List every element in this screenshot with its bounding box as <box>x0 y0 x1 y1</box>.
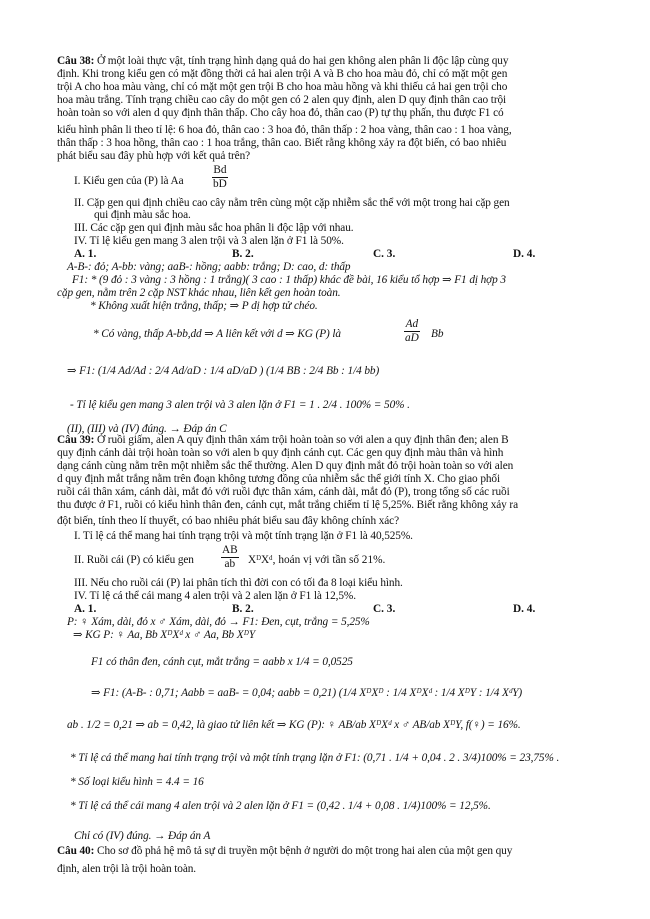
q39-solution-line: F1 có thân đen, cánh cụt, mắt trắng = aabb x 1/4 = 0,0525 <box>91 656 353 668</box>
q40-line: định, alen trội là trội hoàn toàn. <box>57 863 197 875</box>
q39-solution-line: ⇒ F1: (A-B- : 0,71; Aabb = aaB- = 0,04; aabb = 0,21) (1/4 XᴰXᴰ : 1/4 XᴰXᵈ : 1/4 XᴰY : 1/4 XᵈY) <box>91 687 523 699</box>
q39-solution-line: * Tỉ lệ cá thể cái mang 4 alen trội và 2 alen lặn ở F1 = (0,42 . 1/4 + 0,08 . 1/4)100% = 12,5%. <box>70 800 491 812</box>
q38-line: hoàn toàn so với alen d quy định thân thấp. Cho cây hoa đỏ, thân cao (P) tự thụ phấn, thu được F1 có <box>57 107 504 119</box>
q39-line: quy định cánh dài trội hoàn toàn so với alen b quy định cánh cụt. Các gen quy định màu thân và hình <box>57 447 504 459</box>
q38-statement-1: I. Kiểu gen của (P) là Aa <box>74 175 184 187</box>
q39-line: ruồi cái thân xám, cánh dài, mắt đỏ với ruồi đực thân xám, cánh dài, mắt đỏ (P), trong tổng số các ruồi <box>57 486 510 498</box>
q38-statement-2-cont: qui định màu sắc hoa. <box>94 209 191 221</box>
q38-genotype-fraction: $\frac{Ad}{aD}$ <box>405 318 419 344</box>
q39-line: d quy định mắt trắng nằm trên đoạn không tương đồng của nhiễm sắc thể giới tính X. Cho giao phối <box>57 473 501 485</box>
q38-option-d: D. 4. <box>513 248 536 260</box>
q38-solution-line: cặp gen, nằm trên 2 cặp NST khác nhau, liên kết gen hoàn toàn. <box>57 287 341 299</box>
q38-genotype-fraction: $\frac{Bd}{bD}$ <box>213 164 227 190</box>
q39-option-c: C. 3. <box>373 603 396 615</box>
q38-solution-line: F1: * (9 đỏ : 3 vàng : 3 hồng : 1 trắng)( 3 cao : 1 thấp) khác đề bài, 16 kiểu tổ hợp ⇒ F1 dị hợp 3 <box>72 274 506 286</box>
q38-statement-4: IV. Tỉ lệ kiểu gen mang 3 alen trội và 3 alen lặn ở F1 là 50%. <box>74 235 344 247</box>
q39-answer: Chỉ có (IV) đúng. → Đáp án A <box>74 830 211 842</box>
q39-option-a: A. 1. <box>74 603 97 615</box>
q38-option-c: C. 3. <box>373 248 396 260</box>
q39-genotype-fraction: $\frac{AB}{ab}$ <box>222 544 238 570</box>
q38-option-b: B. 2. <box>232 248 254 260</box>
q39-statement-2: II. Ruồi cái (P) có kiểu gen <box>74 554 194 566</box>
q38-solution-line: * Có vàng, thấp A-bb,dd ⇒ A liên kết với d ⇒ KG (P) là <box>93 328 341 340</box>
q39-statement-4: IV. Tỉ lệ cá thể cái mang 4 alen trội và 2 alen lặn ở F1 là 12,5%. <box>74 590 356 602</box>
q38-line: thân thấp : 3 hoa hồng, thân cao : 1 hoa trắng, thân cao. Biết rằng không xảy ra đột biến, có bao nhiêu <box>57 137 507 149</box>
q39-line: thu được ở F1, ruồi có kiểu hình thân đen, cánh cụt, mắt trắng chiếm tỉ lệ 5,25%. Biết rằng không xảy ra <box>57 499 519 511</box>
q38-line: trội A cho hoa màu vàng, chỉ có mặt một gen trội B cho hoa màu hồng và khi thiếu cả hai gen trội cho <box>57 81 508 93</box>
q38-option-a: A. 1. <box>74 248 97 260</box>
q39-line: đột biến, tính theo lí thuyết, có bao nhiêu phát biểu sau đây không chính xác? <box>57 515 400 527</box>
q39-solution-line: ab . 1/2 = 0,21 ⇒ ab = 0,42, là giao tử liên kết ⇒ KG (P): ♀ AB/ab XᴰXᵈ x ♂ AB/ab XᴰY, f(♀) = 16%. <box>67 719 521 731</box>
q39-option-b: B. 2. <box>232 603 254 615</box>
q39-statement-3: III. Nếu cho ruồi cái (P) lai phân tích thì đời con có tối đa 8 loại kiểu hình. <box>74 577 403 589</box>
q39-line: Câu 39: Ở ruồi giấm, alen A quy định thân xám trội hoàn toàn so với alen a quy định thân đen; alen B <box>57 434 509 446</box>
q39-statement-2-cont: XᴰXᵈ, hoán vị với tần số 21%. <box>248 554 386 566</box>
q38-solution-line: A-B-: đỏ; A-bb: vàng; aaB-: hồng; aabb: trắng; D: cao, d: thấp <box>67 261 351 273</box>
q39-solution-line: * Tỉ lệ cá thể mang hai tính trạng trội và một tính trạng lặn ở F1: (0,71 . 1/4 + 0,04 . 2 . 3/4)100% = 23,75% . <box>70 752 560 764</box>
q39-solution-line: P: ♀ Xám, dài, đỏ x ♂ Xám, dài, đỏ → F1: Đen, cụt, trắng = 5,25% <box>67 616 370 628</box>
q38-line: Câu 38: Ở một loài thực vật, tính trạng hình dạng quả do hai gen không alen phân li độc lập cùng quy <box>57 55 509 67</box>
q38-line: định. Khi trong kiểu gen có mặt đồng thời cả hai alen trội A và B cho hoa màu đỏ, chỉ có mặt một gen <box>57 68 508 80</box>
q40-line: Câu 40: Cho sơ đồ phả hệ mô tả sự di truyền một bệnh ở người do một trong hai alen của một gen quy <box>57 845 513 857</box>
q38-statement-2: II. Cặp gen qui định chiều cao cây nằm trên cùng một cặp nhiễm sắc thể với một trong hai cặp gen <box>74 197 510 209</box>
q38-solution-line: ⇒ F1: (1/4 Ad/Ad : 2/4 Ad/aD : 1/4 aD/aD ) (1/4 BB : 2/4 Bb : 1/4 bb) <box>67 365 380 377</box>
q39-option-d: D. 4. <box>513 603 536 615</box>
q39-solution-line: * Số loại kiểu hình = 4.4 = 16 <box>70 776 204 788</box>
q38-solution-line: * Không xuất hiện trắng, thấp; ⇒ P dị hợp tử chéo. <box>90 300 318 312</box>
q38-solution-line: - Tỉ lệ kiểu gen mang 3 alen trội và 3 alen lặn ở F1 = 1 . 2/4 . 100% = 50% . <box>70 399 410 411</box>
q38-line: kiểu hình phân li theo tỉ lệ: 6 hoa đỏ, thân cao : 3 hoa đỏ, thân thấp : 2 hoa vàng, thân cao : 1 hoa vàng, <box>57 124 512 136</box>
q38-statement-3: III. Các cặp gen qui định màu sắc hoa phân li độc lập với nhau. <box>74 222 354 234</box>
q39-line: dạng cánh cùng nằm trên một nhiễm sắc thể thường. Alen D quy định mắt đỏ trội hoàn toàn so với alen <box>57 460 514 472</box>
q38-solution-text: Bb <box>431 328 444 340</box>
q38-line: phát biểu sau đây phù hợp với kết quả trên? <box>57 150 251 162</box>
q39-solution-line: ⇒ KG P: ♀ Aa, Bb XᴰXᵈ x ♂ Aa, Bb XᴰY <box>73 629 256 641</box>
q38-answer: (II), (III) và (IV) đúng. → Đáp án C <box>67 423 227 435</box>
q39-statement-1: I. Tỉ lệ cá thể mang hai tính trạng trội và một tính trạng lặn ở F1 là 40,525%. <box>74 530 413 542</box>
q38-line: hoa màu trắng. Tính trạng chiều cao cây do một gen có 2 alen quy định, alen D quy định thân cao trội <box>57 94 507 106</box>
